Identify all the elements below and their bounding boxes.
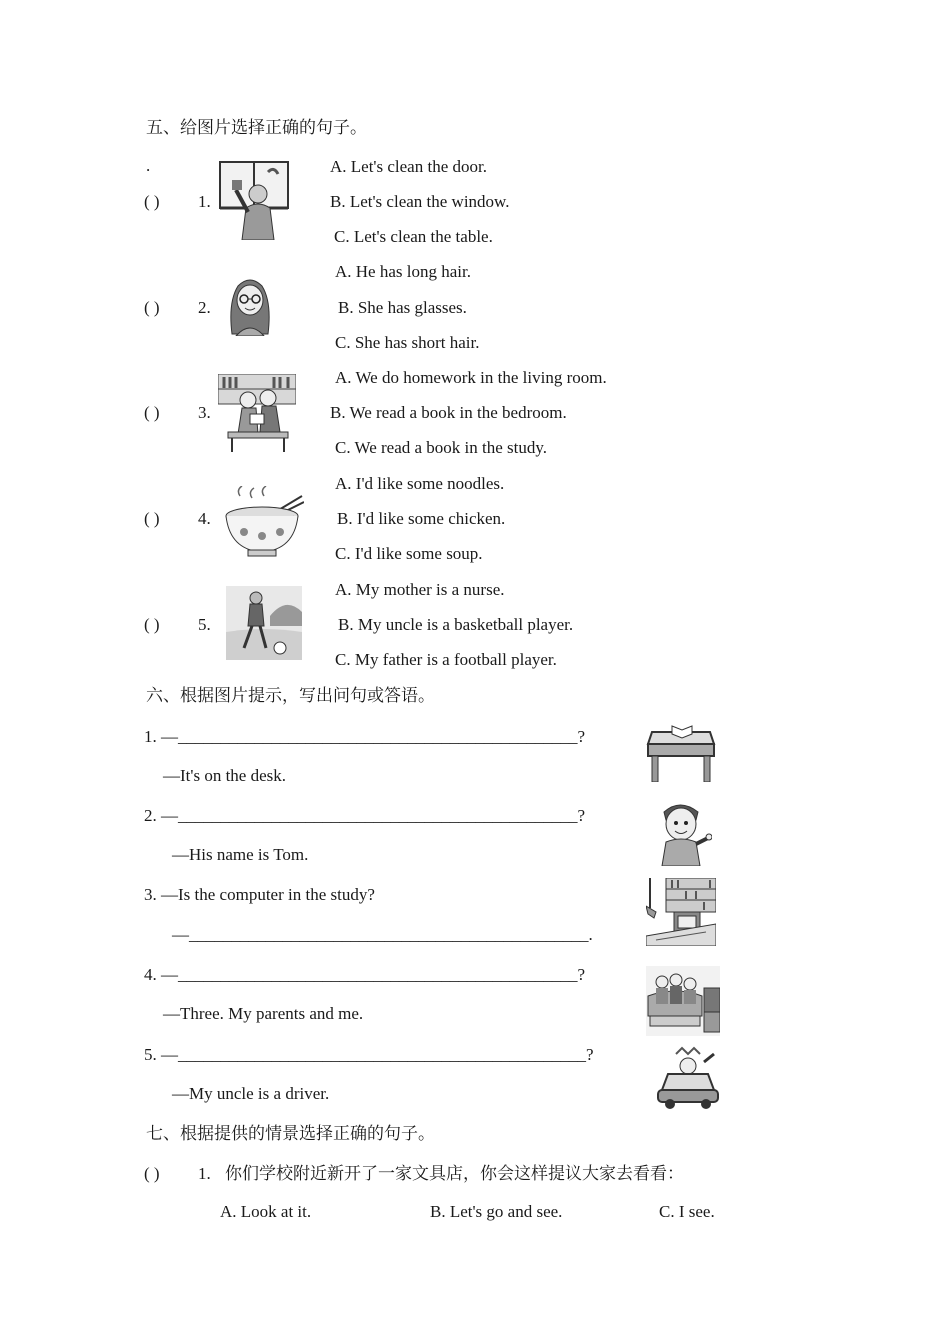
- question-number: 3.: [198, 403, 211, 422]
- question-line: 3. —Is the computer in the study?: [144, 885, 375, 904]
- option-c: C. I see.: [659, 1202, 715, 1221]
- question-line[interactable]: 1. —_______________________________________________?: [144, 727, 586, 746]
- answer-bracket[interactable]: ( ): [144, 615, 160, 634]
- girl-with-glasses-picture: [224, 272, 276, 336]
- section-7-heading: 七、根据提供的情景选择正确的句子。: [146, 1124, 435, 1143]
- answer-line: —It's on the desk.: [163, 766, 286, 785]
- answer-bracket[interactable]: ( ): [144, 192, 160, 211]
- option-b: B. My uncle is a basketball player.: [338, 615, 574, 634]
- option-a: A. He has long hair.: [335, 262, 471, 281]
- option-a: A. Look at it.: [220, 1202, 312, 1221]
- question-number: 1.: [198, 192, 211, 211]
- section-6-heading: 六、根据图片提示，写出问句或答语。: [146, 686, 435, 705]
- option-b: B. Let's clean the window.: [330, 192, 510, 211]
- option-b: B. I'd like some chicken.: [337, 509, 506, 528]
- answer-line[interactable]: —_______________________________________________.: [172, 925, 593, 944]
- man-driving-car-picture: [656, 1046, 720, 1110]
- answer-bracket[interactable]: ( ): [144, 298, 160, 317]
- question-number: 4.: [198, 509, 211, 528]
- answer-bracket[interactable]: ( ): [144, 403, 160, 422]
- question-line[interactable]: 2. —_______________________________________________?: [144, 806, 586, 825]
- football-player-picture: [226, 586, 302, 660]
- option-b: B. We read a book in the bedroom.: [330, 403, 567, 422]
- option-a: A. My mother is a nurse.: [335, 580, 505, 599]
- answer-line: —His name is Tom.: [172, 845, 309, 864]
- question-number: 2.: [198, 298, 211, 317]
- option-a: A. I'd like some noodles.: [335, 474, 505, 493]
- option-c: C. She has short hair.: [335, 333, 480, 352]
- option-a: A. Let's clean the door.: [330, 157, 487, 176]
- question-line[interactable]: 4. —_______________________________________________?: [144, 965, 586, 984]
- answer-line: —Three. My parents and me.: [163, 1004, 364, 1023]
- bowl-of-noodles-picture: [222, 486, 304, 558]
- answer-bracket[interactable]: ( ): [144, 509, 160, 528]
- option-c: C. We read a book in the study.: [335, 438, 548, 457]
- option-c: C. My father is a football player.: [335, 650, 557, 669]
- kids-reading-in-study-picture: [218, 374, 296, 452]
- desk-with-book-picture: [646, 720, 716, 782]
- option-c: C. I'd like some soup.: [335, 544, 483, 563]
- answer-line: —My uncle is a driver.: [172, 1084, 330, 1103]
- option-b: B. Let's go and see.: [430, 1202, 563, 1221]
- option-b: B. She has glasses.: [338, 298, 467, 317]
- question-number: 5.: [198, 615, 211, 634]
- boy-waving-picture: [656, 798, 712, 866]
- family-on-sofa-picture: [646, 966, 720, 1036]
- computer-in-study-picture: [646, 878, 716, 946]
- scenario-prompt: 你们学校附近新开了一家文具店，你会这样提议大家去看看：: [225, 1164, 684, 1183]
- answer-bracket[interactable]: ( ): [144, 1164, 160, 1183]
- stray-dot: .: [146, 156, 151, 175]
- question-number: 1.: [198, 1164, 211, 1183]
- girl-cleaning-window-picture: [218, 160, 290, 240]
- question-line[interactable]: 5. —________________________________________________?: [144, 1045, 594, 1064]
- option-a: A. We do homework in the living room.: [335, 368, 607, 387]
- option-c: C. Let's clean the table.: [334, 227, 493, 246]
- section-5-heading: 五、给图片选择正确的句子。: [146, 118, 367, 137]
